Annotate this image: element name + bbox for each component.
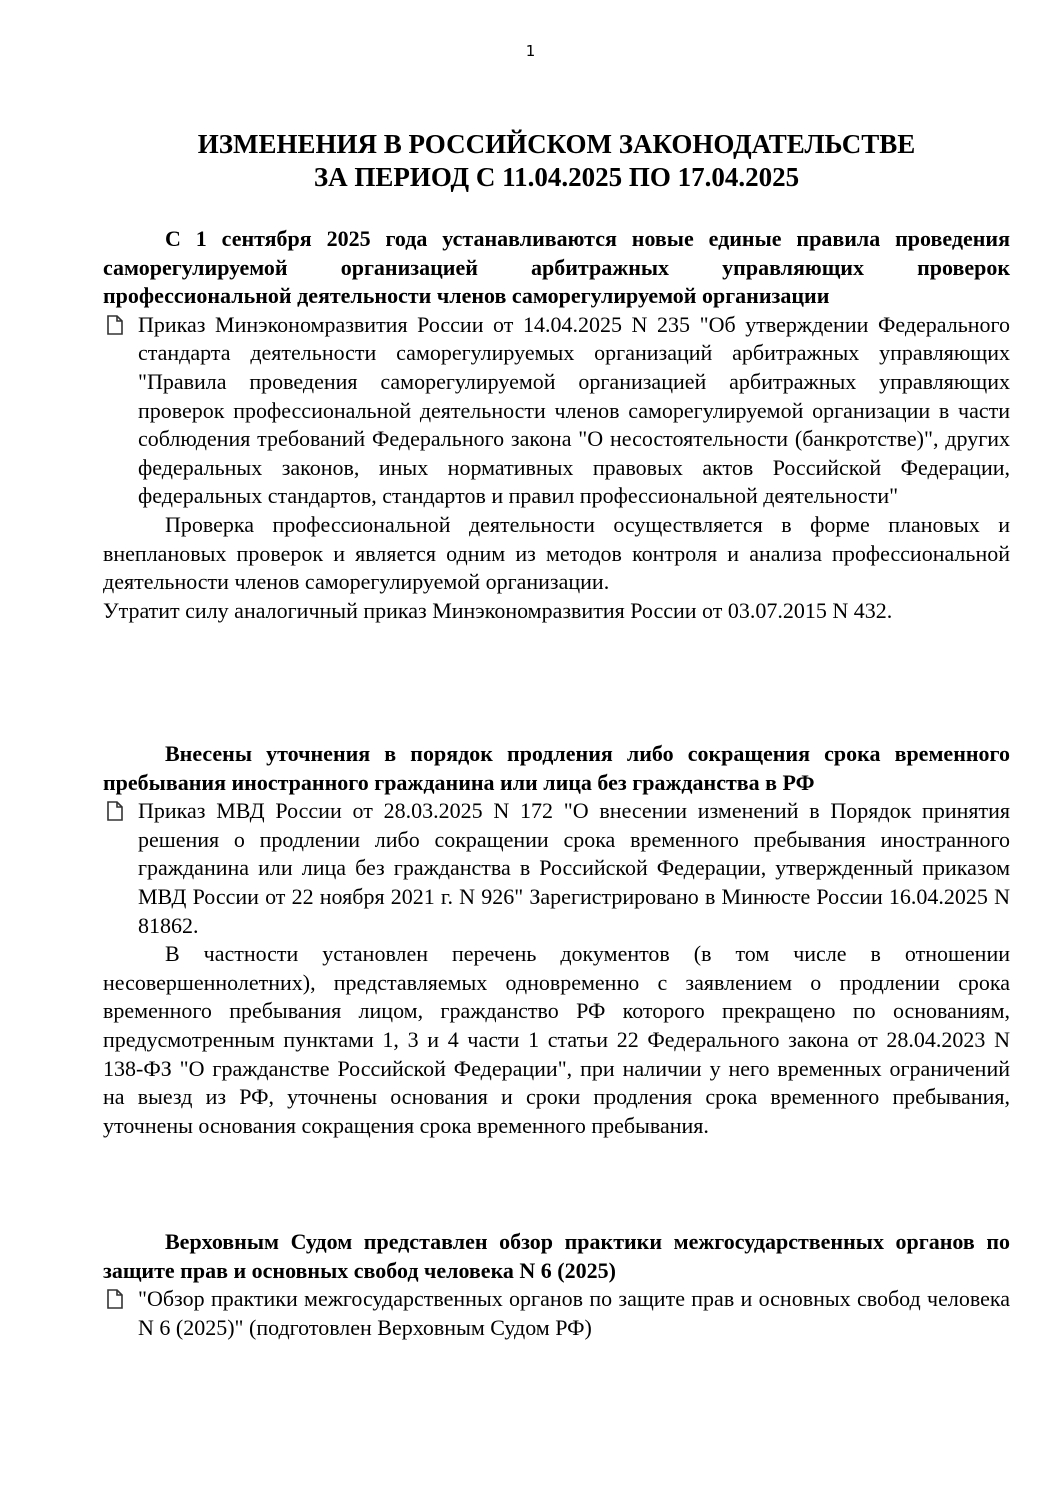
- news-item-1: [103, 225, 1010, 625]
- document-icon: [106, 801, 124, 821]
- news-headline: Внесены уточнения в порядок продления либо сокращения срока временного пребывания иностранного гражданина или лица без гражданства в РФ: [103, 741, 1010, 795]
- document-icon: [106, 1289, 124, 1309]
- document-reference-text: Приказ МВД России от 28.03.2025 N 172 "О внесении изменений в Порядок принятия решения о продлении либо сокращении срока временного пребывания иностранного гражданина или лица без гражданства в Российской Федерации, утвержденный приказом МВД России от 22 ноября 2021 г. N 926" Зарегистрировано в Минюсте России 16.04.2025 N 81862.: [138, 798, 1010, 938]
- page-number: 1: [525, 42, 536, 60]
- document-reference[interactable]: [103, 1285, 1010, 1342]
- body-paragraph: Проверка профессиональной деятельности осуществляется в форме плановых и внеплановых проверок и является одним из методов контроля и анализа профессиональной деятельности членов саморегулируемой организации.: [103, 511, 1010, 595]
- news-headline: С 1 сентября 2025 года устанавливаются новые единые правила проведения саморегулируемой организацией арбитражных управляющих проверок профессиональной деятельности членов саморегулируемой организации: [103, 226, 1010, 309]
- document-reference[interactable]: [103, 797, 1010, 940]
- body-note: Утратит силу аналогичный приказ Минэкономразвития России от 03.07.2015 N 432.: [103, 597, 893, 623]
- document-icon: [106, 315, 124, 335]
- title-line-1: ИЗМЕНЕНИЯ В РОССИЙСКОМ ЗАКОНОДАТЕЛЬСТВЕ: [197, 129, 916, 159]
- title-line-2: ЗА ПЕРИОД С 11.04.2025 ПО 17.04.2025: [313, 162, 800, 192]
- document-title: [103, 128, 1010, 194]
- body-paragraph: В частности установлен перечень документов (в том числе в отношении несовершеннолетних), представляемых одновременно с заявлением о продлении срока временного пребывания лицом, гражданство РФ которого прекращено по основаниям, предусмотренным пунктами 1, 3 и 4 части 1 статьи 22 Федерального закона от 28.04.2023 N 138-ФЗ "О гражданстве Российской Федерации", при наличии у него временных ограничений на выезд из РФ, уточнены основания и сроки продления срока временного пребывания, уточнены основания сокращения срока временного пребывания.: [103, 941, 1010, 1138]
- document-reference-text: "Обзор практики межгосударственных органов по защите прав и основных свобод человека N 6 (2025)" (подготовлен Верховным Судом РФ): [138, 1286, 1010, 1340]
- document-reference-text: Приказ Минэкономразвития России от 14.04.2025 N 235 "Об утверждении Федерального стандарта деятельности саморегулируемых организаций арбитражных управляющих "Правила проведения саморегулируемой организацией арбитражных управляющих проверок профессиональной деятельности членов саморегулируемой организации в части соблюдения требований Федерального закона "О несостоятельности (банкротстве)", других федеральных законов, иных нормативных правовых актов Российской Федерации, федеральных стандартов, стандартов и правил профессиональной деятельности": [138, 311, 1010, 509]
- document-reference[interactable]: [103, 311, 1010, 511]
- news-item-2: [103, 740, 1010, 1140]
- news-item-3: [103, 1228, 1010, 1342]
- news-headline: Верховным Судом представлен обзор практики межгосударственных органов по защите прав и основных свобод человека N 6 (2025): [103, 1229, 1010, 1283]
